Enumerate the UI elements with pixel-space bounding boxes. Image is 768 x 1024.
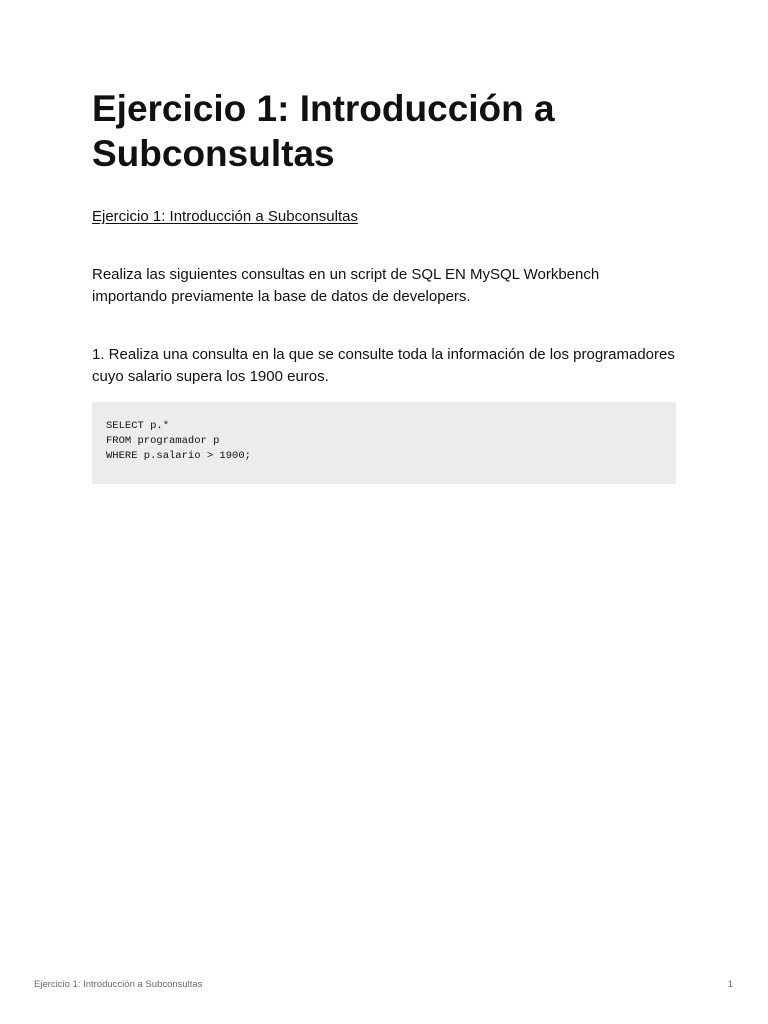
title-link[interactable]: Ejercicio 1: Introducción a Subconsultas (92, 208, 358, 225)
footer-title: Ejercicio 1: Introducción a Subconsultas (34, 979, 203, 990)
document-content (92, 86, 676, 484)
intro-paragraph: Realiza las siguientes consultas en un script de SQL EN MySQL Workbench importando previamente la base de datos de developers. (92, 266, 600, 305)
code-line: SELECT p.* (106, 420, 170, 432)
page-title: Ejercicio 1: Introducción a Subconsultas (92, 88, 555, 174)
sql-code-block (92, 402, 676, 484)
code-line: FROM programador p (106, 435, 220, 447)
page-number: 1 (727, 979, 733, 990)
code-line: WHERE p.salario > 1900; (106, 450, 251, 462)
question-1-text: 1. Realiza una consulta en la que se consulte toda la información de los programadores cuyo salario supera los 1900 euros. (92, 346, 675, 385)
